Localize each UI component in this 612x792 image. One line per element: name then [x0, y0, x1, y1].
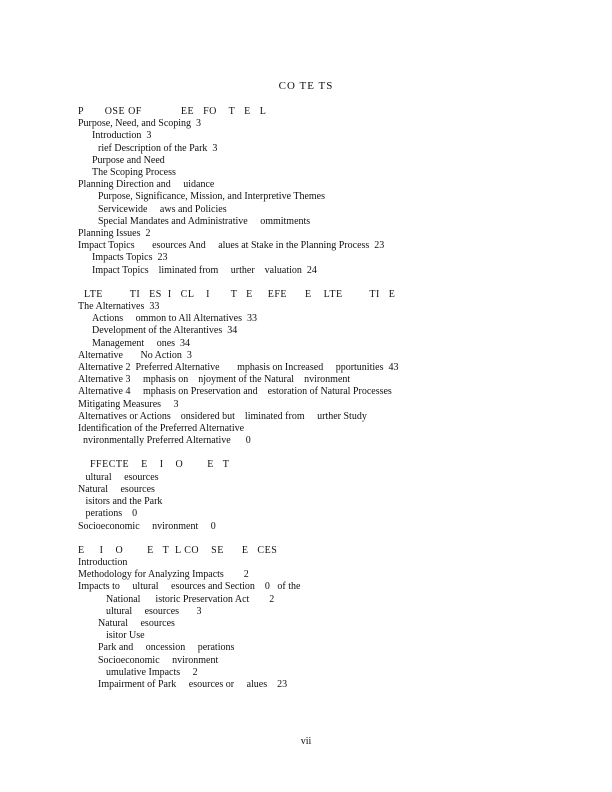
- toc-entry: National istoric Preservation Act 2: [106, 593, 275, 605]
- toc-entry: Impacts Topics 23: [92, 252, 168, 264]
- toc-entry: Impairment of Park esources or alues 23: [98, 678, 288, 690]
- toc-entry: Natural esources: [78, 483, 155, 495]
- toc-entry: Impact Topics liminated from urther valuation 24: [92, 264, 317, 276]
- toc-entry: Socioeconomic nvironment: [98, 654, 219, 666]
- toc-entry: ultural esources 3: [106, 605, 202, 617]
- toc-entry: The Scoping Process: [92, 167, 176, 179]
- toc-entry: Introduction 3: [92, 130, 152, 142]
- toc-entry: Purpose, Need, and Scoping 3: [78, 118, 202, 130]
- toc-entry: umulative Impacts 2: [106, 666, 198, 678]
- toc-entry: Purpose and Need: [92, 154, 165, 166]
- toc-entry: Management ones 34: [92, 337, 191, 349]
- page-number: vii: [300, 736, 312, 747]
- toc-entry: Impacts to ultural esources and Section 0 of the: [78, 581, 301, 593]
- toc-entry: Park and oncession perations: [98, 642, 235, 654]
- toc-entry: isitor Use: [106, 630, 145, 642]
- toc-entry: Natural esources: [98, 617, 175, 629]
- toc-entry: Impact Topics esources And alues at Stake in the Planning Process 23: [78, 240, 385, 252]
- toc-entry: Purpose, Significance, Mission, and Interpretive Themes: [98, 191, 325, 203]
- section-spacer: [78, 533, 578, 545]
- toc-entry: Special Mandates and Administrative ommitments: [98, 215, 311, 227]
- toc-entry: Alternative No Action 3: [78, 349, 192, 361]
- page-title: CO TE TS: [278, 80, 334, 92]
- toc-entry: Planning Issues 2: [78, 228, 151, 240]
- toc-section-heading: P OSE OF EE FO T E L: [78, 106, 267, 117]
- section-spacer: [78, 277, 578, 289]
- toc-entry: Servicewide aws and Policies: [98, 203, 227, 215]
- toc-entry: isitors and the Park: [78, 496, 163, 508]
- toc-entry: Socioeconomic nvironment 0: [78, 520, 216, 532]
- toc-section-heading: E I O E T L CO SE E CES: [78, 544, 278, 556]
- toc-entry: The Alternatives 33: [78, 301, 160, 313]
- toc-entry: Introduction: [78, 556, 128, 568]
- toc-entry: Alternative 3 mphasis on njoyment of the Natural nvironment: [78, 374, 351, 386]
- toc-entry: Methodology for Analyzing Impacts 2: [78, 569, 249, 581]
- toc-entry: Alternative 2 Preferred Alternative mphasis on Increased pportunities 43: [78, 362, 399, 374]
- toc-entry: Alternatives or Actions onsidered but liminated from urther Study: [78, 410, 367, 422]
- toc-entry: Mitigating Measures 3: [78, 398, 179, 410]
- toc-entry: nvironmentally Preferred Alternative 0: [78, 435, 251, 447]
- toc-entry: Development of the Alterantives 34: [92, 325, 238, 337]
- toc-entry: Actions ommon to All Alternatives 33: [92, 313, 257, 325]
- section-spacer: [78, 447, 578, 459]
- toc-entry: Alternative 4 mphasis on Preservation and estoration of Natural Processes: [78, 386, 392, 398]
- toc-entry: Planning Direction and uidance: [78, 179, 215, 191]
- toc-entry: Identification of the Preferred Alternative: [78, 423, 245, 435]
- toc-section-heading: LTE TI ES I CL I T E EFE E LTE TI E: [78, 288, 396, 300]
- toc-section-heading: FFECTE E I O E T: [78, 459, 230, 471]
- table-of-contents: [78, 106, 578, 691]
- toc-entry: rief Description of the Park 3: [98, 142, 218, 154]
- toc-entry: ultural esources: [78, 471, 159, 483]
- toc-entry: perations 0: [78, 508, 138, 520]
